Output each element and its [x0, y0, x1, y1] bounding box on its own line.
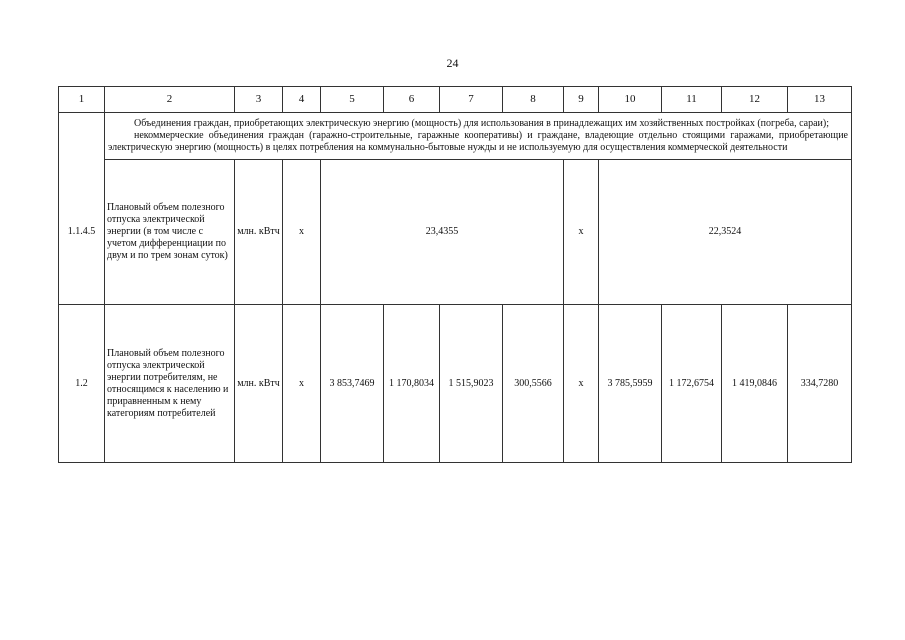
value-cell: 1 170,8034 [384, 305, 440, 463]
merged-value-a: 23,4355 [321, 160, 564, 305]
header-cell: 10 [599, 87, 662, 113]
header-row [59, 87, 852, 113]
data-table [58, 86, 852, 463]
value-cell: 1 419,0846 [722, 305, 788, 463]
merged-value-b: 22,3524 [599, 160, 852, 305]
header-cell: 8 [503, 87, 564, 113]
table-row [59, 305, 852, 463]
value-cell: 3 853,7469 [321, 305, 384, 463]
header-cell: 13 [788, 87, 852, 113]
row-code: 1.1.4.5 [59, 160, 105, 305]
description-line: Объединения граждан, приобретающих электрическую энергию (мощность) для использования в принадлежащих им хозяйственных постройках (погреба, сараи); [134, 118, 829, 129]
row-code: 1.2 [59, 305, 105, 463]
header-cell: 7 [440, 87, 503, 113]
header-cell: 6 [384, 87, 440, 113]
header-cell: 4 [283, 87, 321, 113]
header-cell: 5 [321, 87, 384, 113]
header-cell: 11 [662, 87, 722, 113]
header-cell: 1 [59, 87, 105, 113]
value-cell: 300,5566 [503, 305, 564, 463]
value-cell: 3 785,5959 [599, 305, 662, 463]
row-col4: х [283, 160, 321, 305]
header-cell: 3 [235, 87, 283, 113]
description-line: некоммерческие объединения граждан (гаражно-строительные, гаражные кооперативы) и граждане, владеющие отдельно стоящими гаражами, приобретающие электрическую энергию (мощность) в целях потребления на коммунально-бытовые нужды и не используемую для осуществления коммерческой деятельности [108, 130, 848, 153]
page-number: 24 [446, 56, 459, 70]
value-cell: 334,7280 [788, 305, 852, 463]
value-cell: 1 172,6754 [662, 305, 722, 463]
row-name: Плановый объем полезного отпуска электрической энергии (в том числе с учетом дифференциации по двум и по трем зонам суток) [105, 160, 235, 305]
row-col9: х [564, 305, 599, 463]
row-name: Плановый объем полезного отпуска электрической энергии потребителям, не относящимся к населению и приравненным к нему категориям потребителей [105, 305, 235, 463]
table-row [59, 160, 852, 305]
row-col9: х [564, 160, 599, 305]
description-cell [105, 113, 852, 160]
row-unit: млн. кВтч [235, 160, 283, 305]
description-row [59, 113, 852, 160]
row-unit: млн. кВтч [235, 305, 283, 463]
value-cell: 1 515,9023 [440, 305, 503, 463]
description-left-cell [59, 113, 105, 160]
header-cell: 2 [105, 87, 235, 113]
header-cell: 12 [722, 87, 788, 113]
row-col4: х [283, 305, 321, 463]
header-cell: 9 [564, 87, 599, 113]
